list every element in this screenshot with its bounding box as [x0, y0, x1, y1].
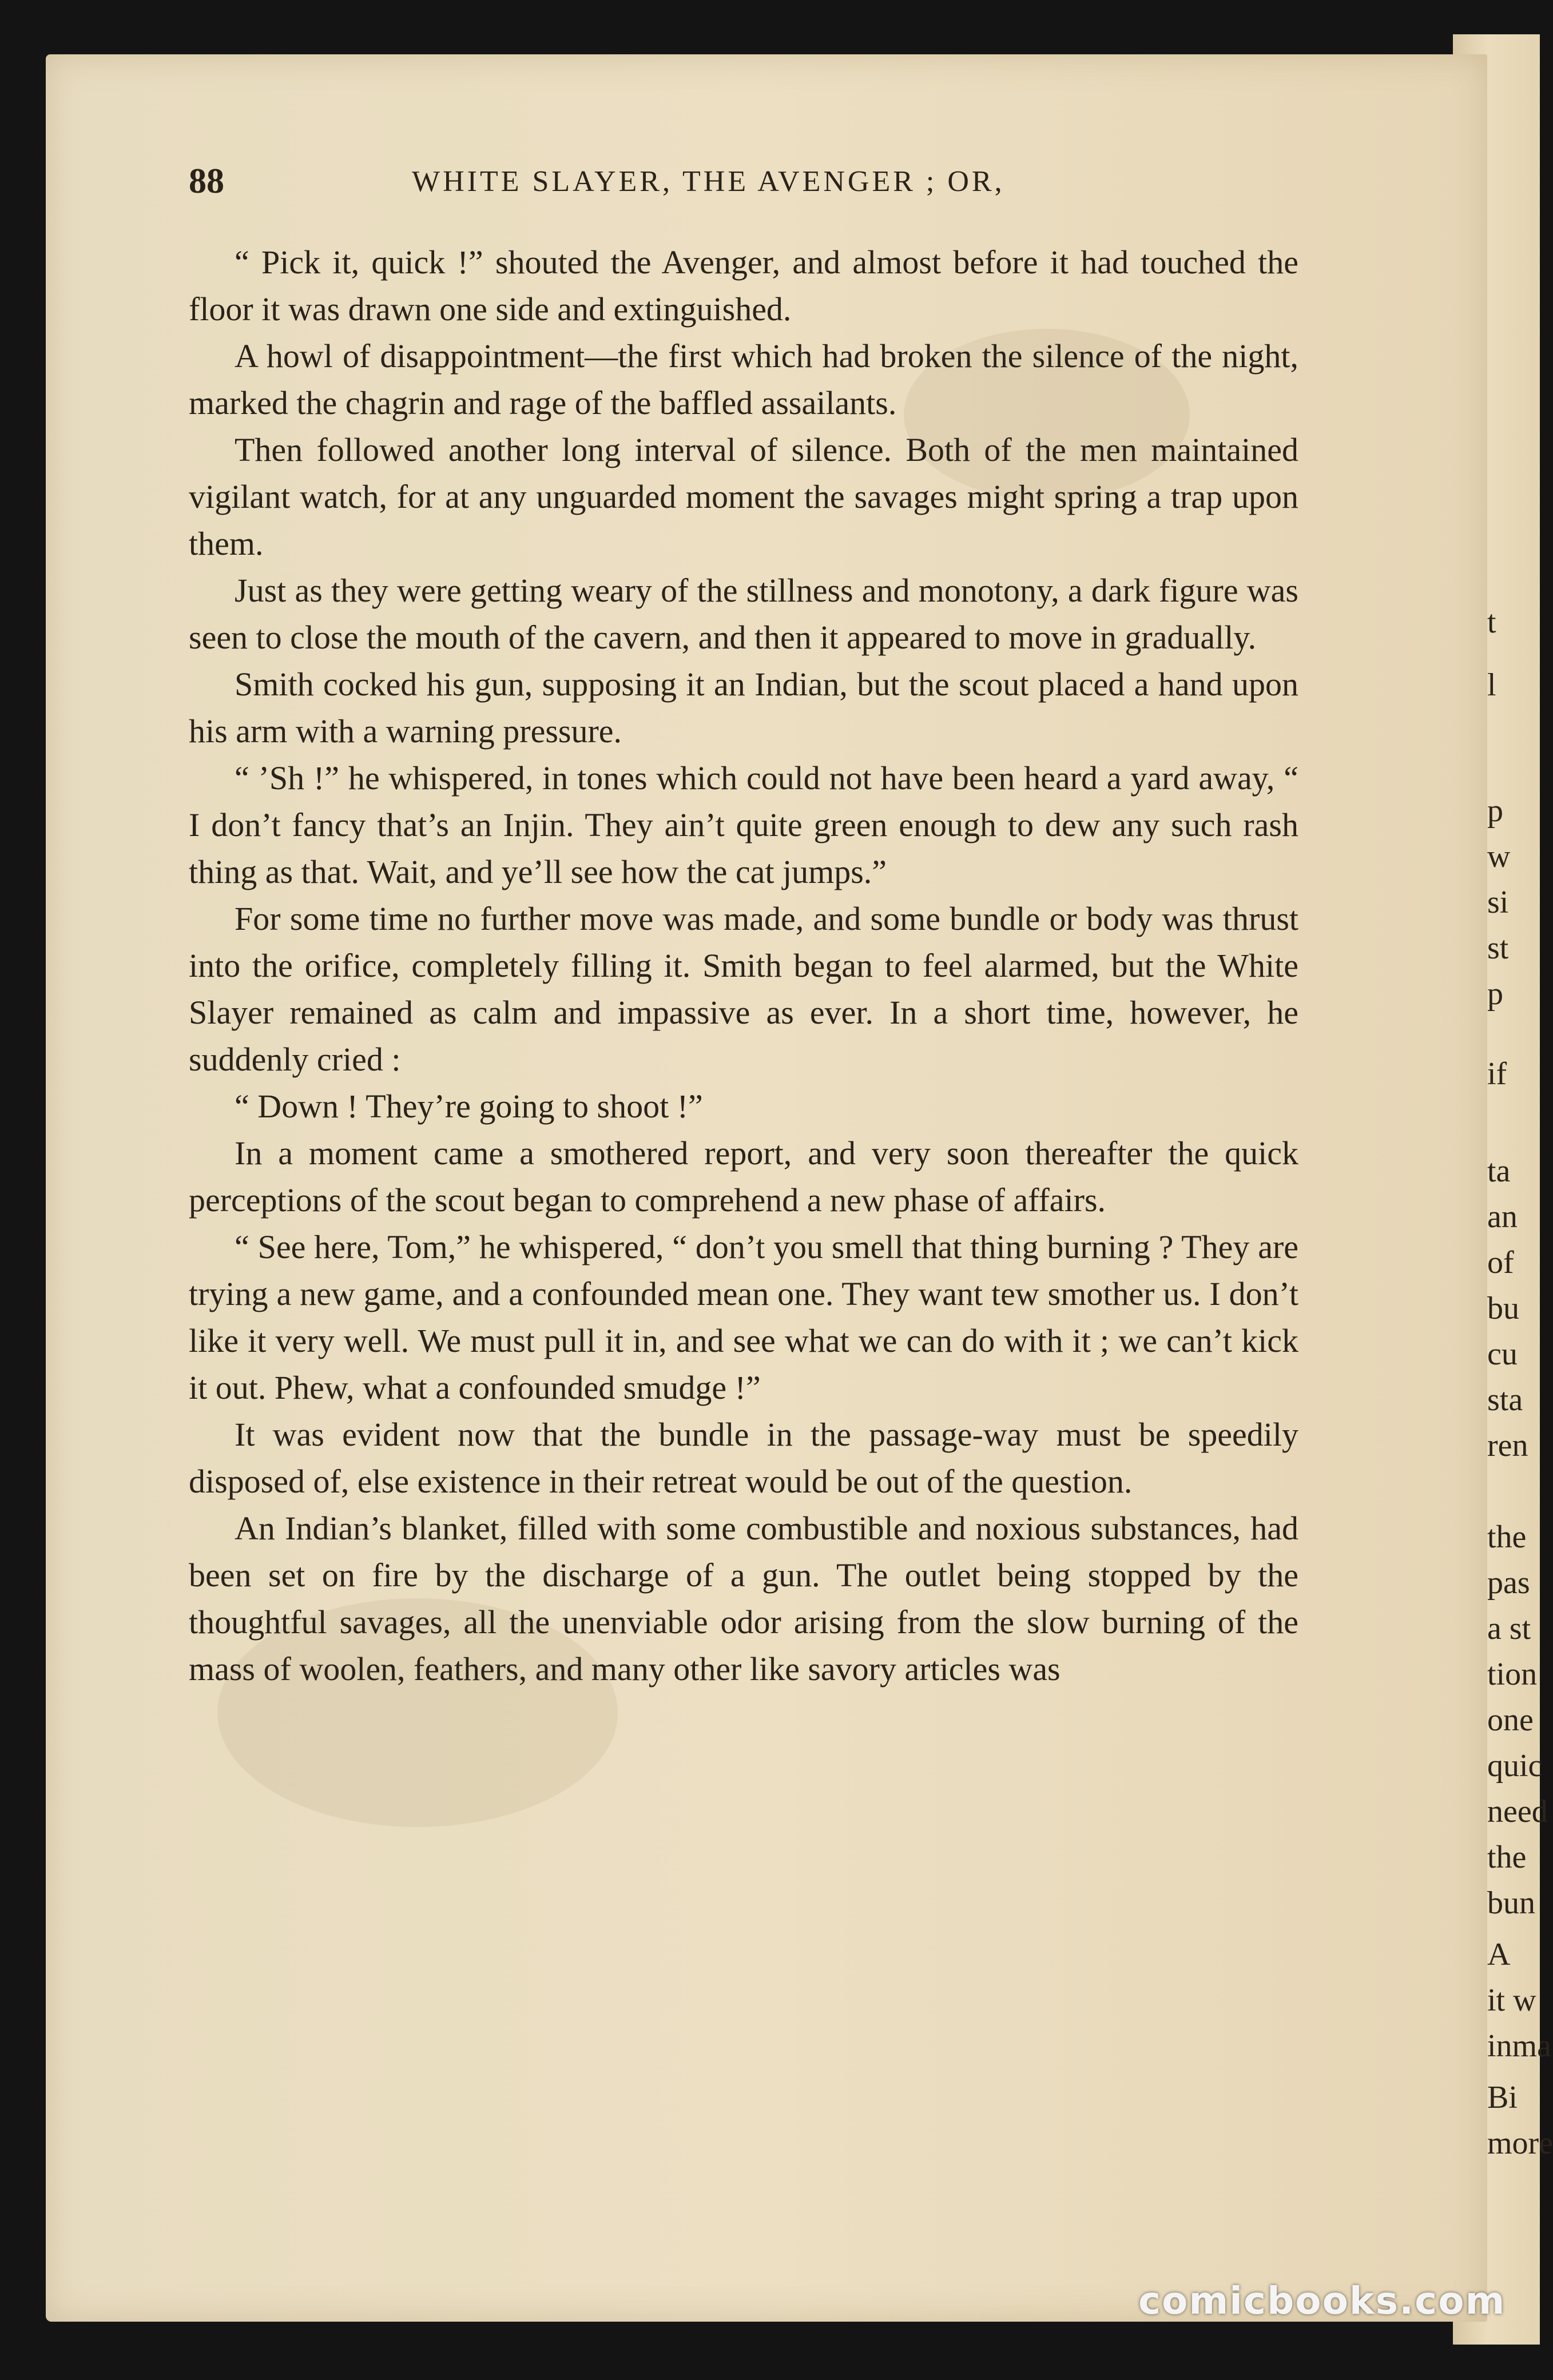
facing-page-fragment: an — [1487, 1199, 1518, 1235]
facing-page-fragment: t — [1487, 604, 1496, 640]
facing-page-fragment: of — [1487, 1245, 1514, 1280]
facing-page-fragment: more — [1487, 2126, 1553, 2161]
facing-page-fragment: sta — [1487, 1382, 1523, 1418]
facing-page-fragment: need — [1487, 1794, 1548, 1829]
facing-page-fragment: a st — [1487, 1611, 1531, 1646]
facing-page-fragment: it w — [1487, 1983, 1536, 2018]
body-text — [189, 239, 1298, 1693]
facing-page-fragment: si — [1487, 885, 1509, 920]
facing-page-fragment: the — [1487, 1840, 1527, 1875]
paragraph: For some time no further move was made, and some bundle or body was thrust into the orifice, completely filling it. Smith began to feel alarmed, but the White Slayer remained as calm and impassive as ever. In a short time, however, he suddenly cried : — [189, 900, 1298, 1078]
facing-page-fragment: ta — [1487, 1153, 1511, 1189]
facing-page-fragment: p — [1487, 976, 1503, 1012]
facing-page-fragment: A — [1487, 1937, 1511, 1972]
facing-page-fragment: st — [1487, 930, 1509, 966]
facing-page-fragment: Bi — [1487, 2080, 1518, 2115]
facing-page-fragment: w — [1487, 839, 1511, 874]
facing-page-fragment: bun — [1487, 1885, 1535, 1921]
paragraph: An Indian’s blanket, filled with some combustible and noxious substances, had been set on fire by the discharge of a gun. The outlet being stopped by the thoughtful savages, all the unenviable odor arising from the slow burning of the mass of woolen, feathers, and many other like savory articles was — [189, 1510, 1298, 1688]
paragraph: In a moment came a smothered report, and very soon thereafter the quick perceptions of the scout began to comprehend a new phase of affairs. — [189, 1135, 1298, 1219]
facing-page-fragment: if — [1487, 1056, 1507, 1092]
running-head: WHITE SLAYER, THE AVENGER ; OR, — [412, 165, 1005, 198]
paragraph: Smith cocked his gun, supposing it an Indian, but the scout placed a hand upon his arm with a warning pressure. — [189, 666, 1298, 750]
facing-page-fragment: the — [1487, 1519, 1527, 1555]
paragraph: “ Pick it, quick !” shouted the Avenger, and almost before it had touched the floor it was drawn one side and extinguished. — [189, 244, 1298, 328]
paragraph: A howl of disappointment—the first which had broken the silence of the night, marked the chagrin and rage of the baffled assailants. — [189, 337, 1298, 421]
page-number: 88 — [189, 162, 224, 201]
paragraph: “ Down ! They’re going to shoot !” — [235, 1088, 703, 1125]
facing-page-fragment: bu — [1487, 1291, 1519, 1326]
facing-page-fragment: one — [1487, 1702, 1534, 1738]
facing-page-fragment: l — [1487, 667, 1496, 703]
facing-page-fragment: p — [1487, 793, 1503, 829]
facing-page-fragment: inma — [1487, 2028, 1551, 2064]
page-header — [189, 161, 1333, 207]
paragraph: Then followed another long interval of silence. Both of the men maintained vigilant watch, for at any unguarded moment the savages might spring a trap upon them. — [189, 431, 1298, 562]
facing-page-fragment: cu — [1487, 1336, 1518, 1372]
paragraph: “ See here, Tom,” he whispered, “ don’t you smell that thing burning ? They are trying a new game, and a confounded mean one. They want tew smother us. I don’t like it very well. We must pull it in, and see what we can do with it ; we can’t kick it out. Phew, what a confounded smudge !” — [189, 1228, 1298, 1406]
paragraph: It was evident now that the bundle in the passage-way must be speedily disposed of, else existence in their retreat would be out of the question. — [189, 1416, 1298, 1500]
paragraph: “ ’Sh !” he whispered, in tones which could not have been heard a yard away, “ I don’t fancy that’s an Injin. They ain’t quite green enough to dew any such rash thing as that. Wait, and ye’ll see how the cat jumps.” — [189, 759, 1298, 890]
facing-page-fragment: quic — [1487, 1748, 1543, 1784]
facing-page-fragment: tion — [1487, 1657, 1538, 1692]
paragraph: Just as they were getting weary of the stillness and monotony, a dark figure was seen to close the mouth of the cavern, and then it appeared to move in gradually. — [189, 572, 1298, 656]
site-watermark: comicbooks.com — [1138, 2279, 1506, 2323]
facing-page-fragment: ren — [1487, 1428, 1528, 1463]
facing-page-fragment: pas — [1487, 1565, 1530, 1601]
